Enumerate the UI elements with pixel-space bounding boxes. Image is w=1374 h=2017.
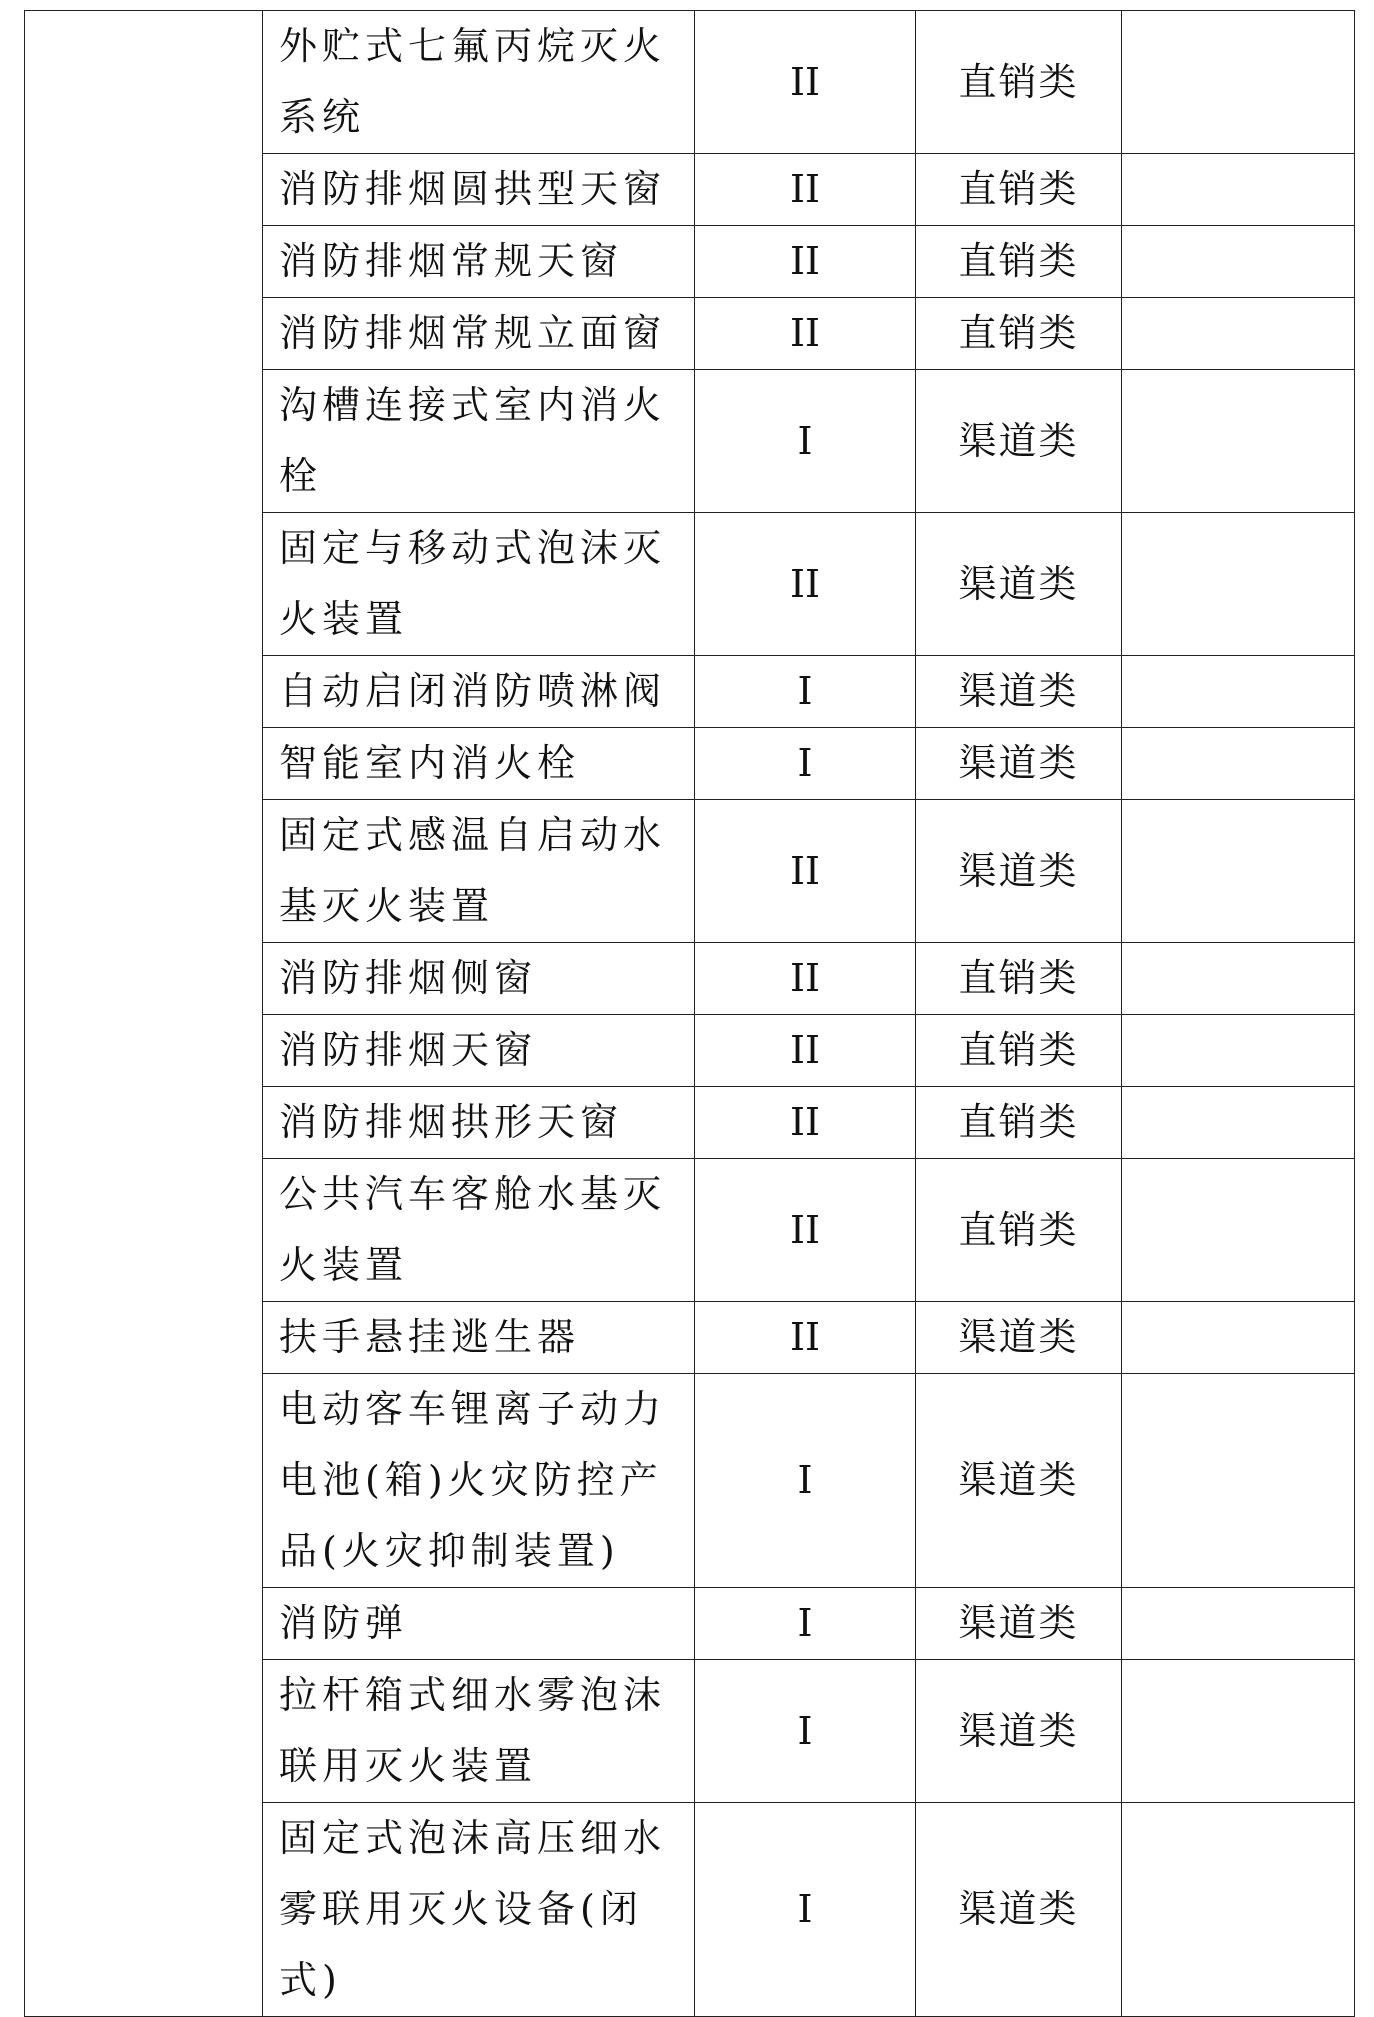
sales-type-cell (916, 1374, 1122, 1588)
product-level-cell (695, 298, 916, 370)
product-level-cell (695, 11, 916, 154)
product-name-cell (263, 656, 695, 728)
remarks-cell-empty (1122, 1159, 1355, 1302)
product-level: I (797, 741, 813, 785)
remarks-cell-empty (1122, 513, 1355, 656)
product-level-cell (695, 800, 916, 943)
product-name: 智能室内消火栓 (279, 741, 581, 785)
product-level: II (789, 59, 821, 104)
product-name-cell (263, 298, 695, 370)
sales-type: 直销类 (958, 1207, 1079, 1252)
remarks-cell-empty (1122, 1302, 1355, 1374)
product-name-cell (263, 226, 695, 298)
product-name-cell (263, 11, 695, 154)
product-name: 消防排烟拱形天窗 (279, 1100, 624, 1144)
remarks-cell-empty (1122, 1087, 1355, 1159)
product-level-cell (695, 1159, 916, 1302)
product-name-cell (263, 1302, 695, 1374)
product-name-cell (263, 943, 695, 1015)
product-name-cell (263, 800, 695, 943)
sales-type: 渠道类 (958, 1601, 1079, 1645)
product-level-cell (695, 728, 916, 800)
remarks-cell-empty (1122, 154, 1355, 226)
sales-type: 渠道类 (958, 1708, 1079, 1753)
remarks-cell-empty (1122, 1015, 1355, 1087)
sales-type-cell (916, 11, 1122, 154)
product-name-cell (263, 1015, 695, 1087)
table-row (25, 11, 1355, 154)
sales-type: 渠道类 (958, 418, 1079, 463)
sales-type: 直销类 (958, 59, 1079, 104)
product-name: 沟槽连接式室内消火栓 (279, 383, 667, 498)
sales-type-cell (916, 226, 1122, 298)
remarks-cell-empty (1122, 656, 1355, 728)
product-name-cell (263, 1588, 695, 1660)
product-name: 固定与移动式泡沫灭火装置 (279, 526, 667, 641)
category-cell-empty (25, 11, 263, 2017)
product-name: 固定式感温自启动水基灭火装置 (279, 813, 667, 928)
product-level-cell (695, 1087, 916, 1159)
product-level: I (797, 1887, 813, 1931)
product-name: 消防排烟圆拱型天窗 (279, 167, 667, 211)
product-level-cell (695, 1660, 916, 1803)
product-level: II (789, 311, 821, 355)
sales-type-cell (916, 1159, 1122, 1302)
product-name: 消防弹 (279, 1601, 409, 1645)
sales-type-cell (916, 943, 1122, 1015)
product-name: 消防排烟侧窗 (279, 956, 538, 1000)
product-level: II (789, 1315, 821, 1359)
product-name: 电动客车锂离子动力电池(箱)火灾防控产品(火灾抑制装置) (279, 1387, 667, 1573)
sales-type: 渠道类 (958, 1315, 1079, 1359)
sales-type-cell (916, 370, 1122, 513)
product-name-cell (263, 154, 695, 226)
table-body (25, 11, 1355, 2017)
product-level-cell (695, 1588, 916, 1660)
remarks-cell-empty (1122, 370, 1355, 513)
product-level: II (789, 848, 821, 893)
sales-type: 渠道类 (958, 669, 1079, 713)
product-table (24, 10, 1355, 2017)
sales-type-cell (916, 1087, 1122, 1159)
product-level: II (789, 1100, 821, 1144)
product-level: I (797, 669, 813, 713)
product-level-cell (695, 154, 916, 226)
sales-type: 直销类 (958, 239, 1079, 283)
sales-type-cell (916, 1803, 1122, 2017)
product-level: I (797, 1458, 813, 1502)
product-level-cell (695, 943, 916, 1015)
sales-type: 直销类 (958, 311, 1079, 355)
product-level-cell (695, 1803, 916, 2017)
sales-type-cell (916, 1588, 1122, 1660)
sales-type: 渠道类 (958, 848, 1079, 893)
sales-type-cell (916, 1302, 1122, 1374)
sales-type-cell (916, 800, 1122, 943)
product-name: 固定式泡沫高压细水雾联用灭火设备(闭式) (279, 1816, 667, 2002)
product-level-cell (695, 1015, 916, 1087)
product-name: 消防排烟常规天窗 (279, 239, 624, 283)
product-name: 外贮式七氟丙烷灭火系统 (279, 24, 667, 139)
product-level-cell (695, 1374, 916, 1588)
sales-type: 直销类 (958, 956, 1079, 1000)
product-level-cell (695, 1302, 916, 1374)
remarks-cell-empty (1122, 1803, 1355, 2017)
product-name: 公共汽车客舱水基灭火装置 (279, 1172, 667, 1287)
sales-type: 渠道类 (958, 1887, 1079, 1931)
product-level-cell (695, 370, 916, 513)
remarks-cell-empty (1122, 11, 1355, 154)
product-name-cell (263, 1374, 695, 1588)
sales-type: 渠道类 (958, 1458, 1079, 1502)
sales-type-cell (916, 728, 1122, 800)
remarks-cell-empty (1122, 1588, 1355, 1660)
product-name-cell (263, 1803, 695, 2017)
sales-type: 渠道类 (958, 561, 1079, 606)
product-name: 扶手悬挂逃生器 (279, 1315, 581, 1359)
product-level: I (797, 1708, 813, 1753)
product-name-cell (263, 1159, 695, 1302)
remarks-cell-empty (1122, 298, 1355, 370)
product-name-cell (263, 513, 695, 656)
remarks-cell-empty (1122, 728, 1355, 800)
sales-type: 直销类 (958, 1100, 1079, 1144)
product-level-cell (695, 226, 916, 298)
remarks-cell-empty (1122, 226, 1355, 298)
product-level: I (797, 418, 813, 463)
sales-type-cell (916, 656, 1122, 728)
product-level-cell (695, 656, 916, 728)
sales-type-cell (916, 154, 1122, 226)
product-name: 拉杆箱式细水雾泡沫联用灭火装置 (279, 1673, 667, 1788)
product-level: II (789, 561, 821, 606)
remarks-cell-empty (1122, 800, 1355, 943)
sales-type: 直销类 (958, 167, 1079, 211)
sales-type-cell (916, 298, 1122, 370)
product-name-cell (263, 1660, 695, 1803)
product-name: 自动启闭消防喷淋阀 (279, 669, 667, 713)
sales-type-cell (916, 1015, 1122, 1087)
product-name-cell (263, 728, 695, 800)
product-level: II (789, 1028, 821, 1072)
product-name-cell (263, 370, 695, 513)
sales-type-cell (916, 513, 1122, 656)
product-name: 消防排烟常规立面窗 (279, 311, 667, 355)
sales-type: 渠道类 (958, 741, 1079, 785)
remarks-cell-empty (1122, 943, 1355, 1015)
product-level: II (789, 239, 821, 283)
product-level: II (789, 1207, 821, 1252)
product-level: II (789, 956, 821, 1000)
product-name-cell (263, 1087, 695, 1159)
remarks-cell-empty (1122, 1660, 1355, 1803)
product-level: II (789, 167, 821, 211)
product-level-cell (695, 513, 916, 656)
product-level: I (797, 1601, 813, 1645)
sales-type-cell (916, 1660, 1122, 1803)
product-name: 消防排烟天窗 (279, 1028, 538, 1072)
remarks-cell-empty (1122, 1374, 1355, 1588)
sales-type: 直销类 (958, 1028, 1079, 1072)
